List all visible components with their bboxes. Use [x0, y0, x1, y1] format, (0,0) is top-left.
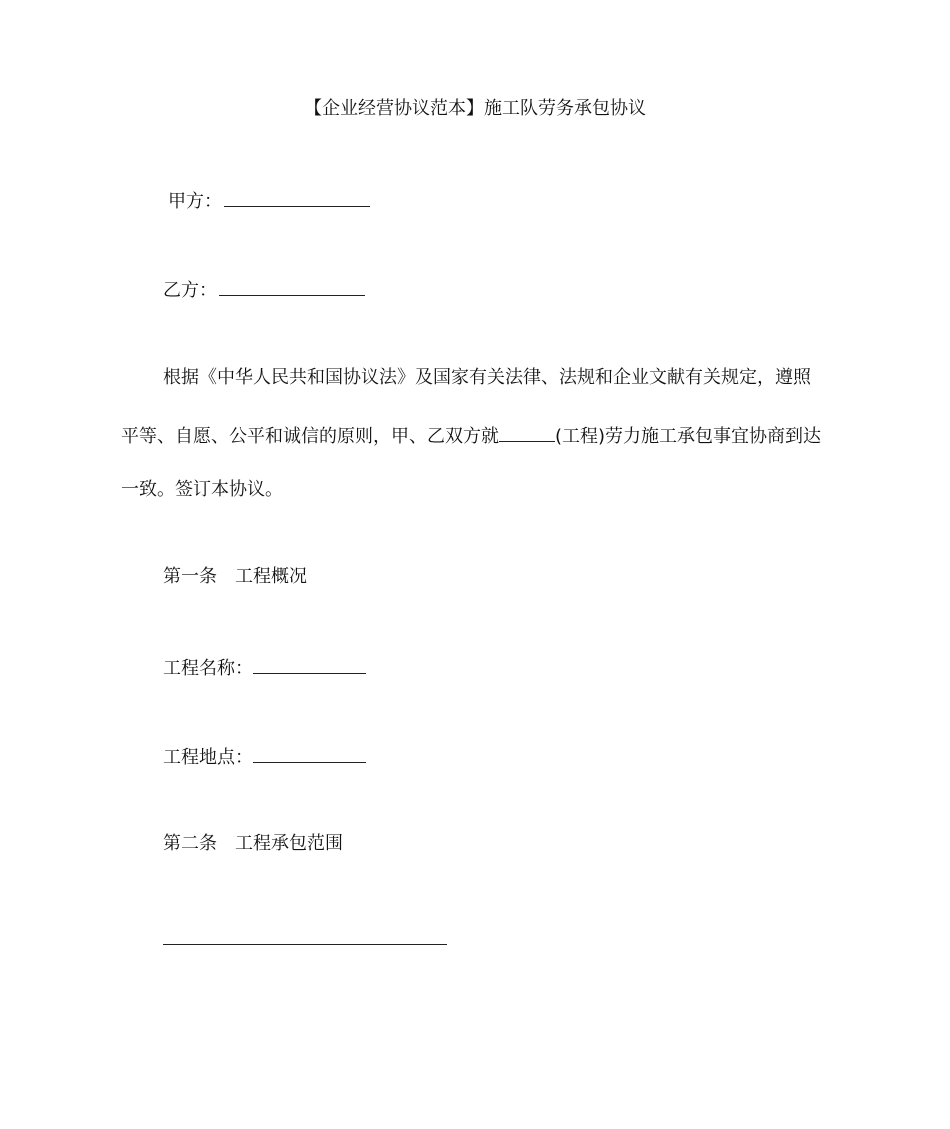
project-location-line — [163, 743, 366, 770]
project-name-label: 工程名称： — [163, 658, 253, 679]
party-b-line — [163, 276, 365, 303]
project-name-inline-blank — [499, 422, 555, 442]
article-1-heading: 第一条 工程概况 — [163, 566, 307, 587]
party-a-label: 甲方： — [168, 191, 222, 212]
project-location-blank — [253, 743, 366, 763]
party-a-line — [168, 187, 370, 214]
project-location-label: 工程地点： — [163, 747, 253, 768]
preamble-line-2 — [121, 422, 821, 449]
scope-blank — [163, 944, 447, 945]
project-name-blank — [253, 654, 366, 674]
preamble-line-2-end: (工程)劳力施工承包事宜协商到达 — [555, 426, 822, 447]
preamble-line-1: 根据《中华人民共和国协议法》及国家有关法律、法规和企业文献有关规定，遵照 — [163, 367, 811, 388]
preamble-line-3: 一致。签订本协议。 — [121, 479, 283, 500]
party-b-label: 乙方： — [163, 280, 217, 301]
document-title: 【企业经营协议范本】施工队劳务承包协议 — [304, 98, 646, 119]
project-name-line — [163, 654, 366, 681]
party-a-blank — [224, 187, 370, 207]
article-2-heading: 第二条 工程承包范围 — [163, 833, 343, 854]
party-b-blank — [219, 276, 365, 296]
preamble-line-2-start: 平等、自愿、公平和诚信的原则，甲、乙双方就 — [121, 426, 499, 447]
